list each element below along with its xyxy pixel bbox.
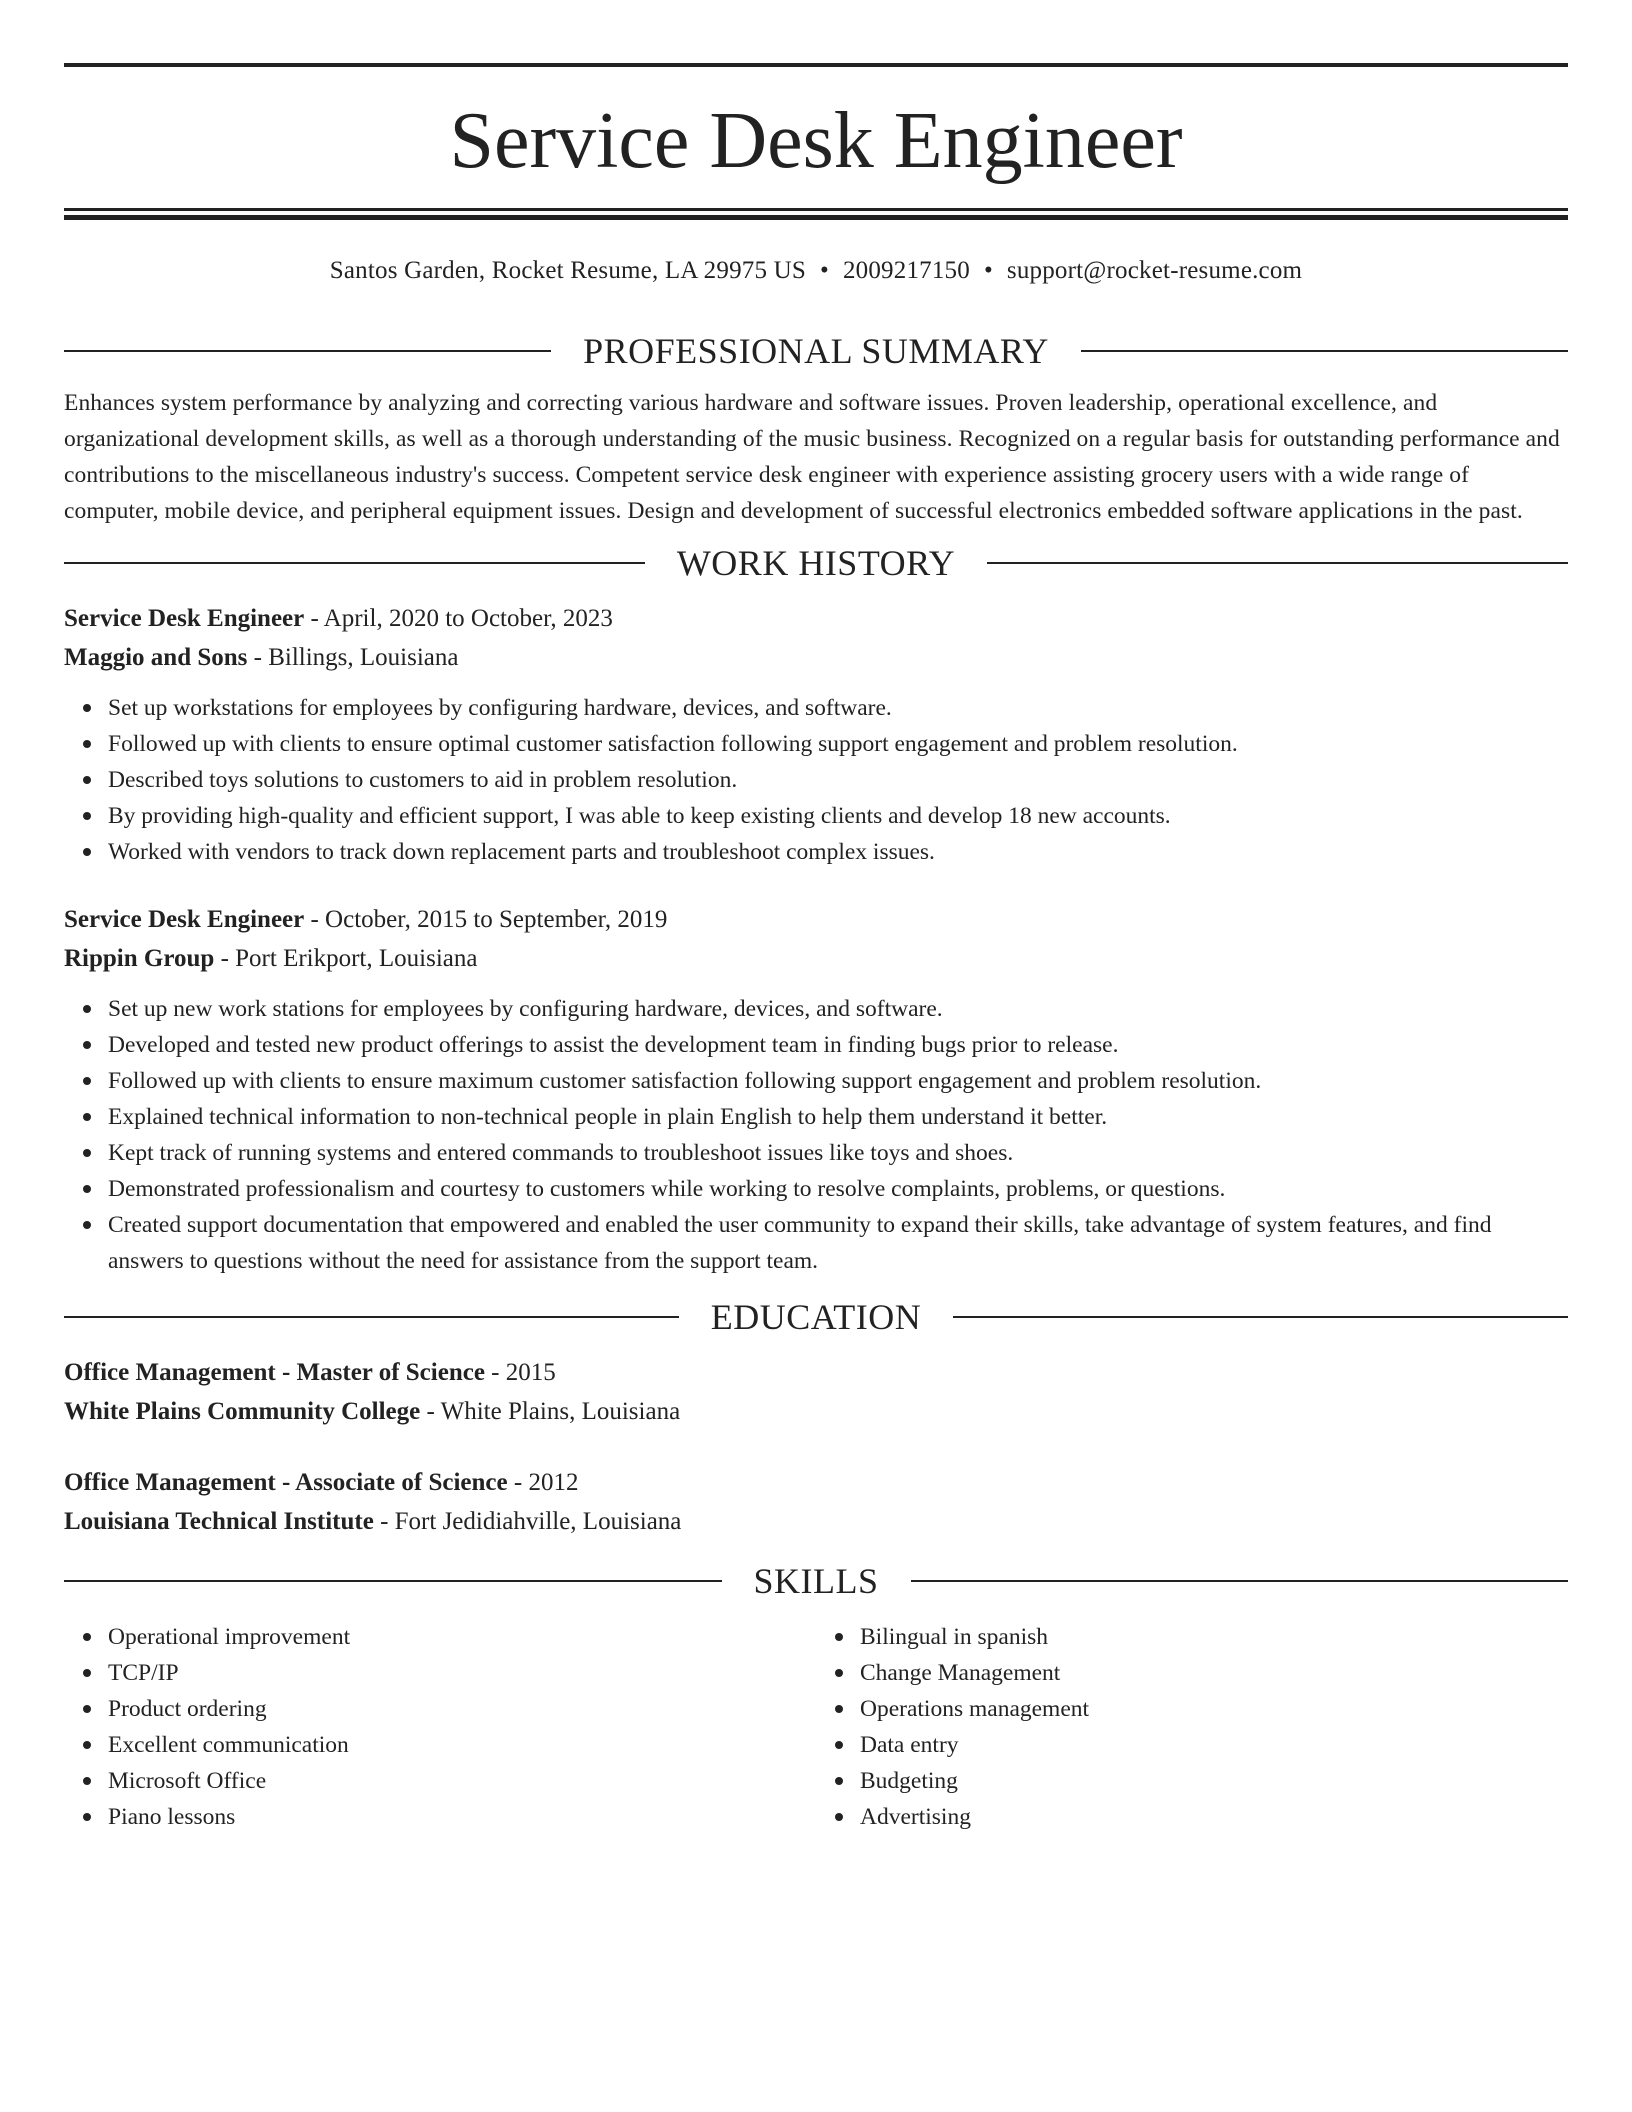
header-double-rule (64, 208, 1568, 220)
section-heading-education (64, 1295, 1568, 1339)
section-heading-label: PROFESSIONAL SUMMARY (583, 331, 1049, 371)
education-degree: Office Management - Master of Science (64, 1359, 485, 1386)
skills-list-right (816, 1619, 1568, 1835)
education-entry (64, 1463, 1568, 1541)
section-divider-left (64, 562, 645, 564)
section-divider-right (911, 1580, 1569, 1582)
list-item: Demonstrated professionalism and courtesy to customers while working to resolve complaints, problems, or questions. (108, 1171, 1568, 1207)
job-dates: - April, 2020 to October, 2023 (304, 605, 613, 632)
education-entry (64, 1353, 1568, 1431)
skill-item: Product ordering (108, 1691, 816, 1727)
education-degree: Office Management - Associate of Science (64, 1469, 508, 1496)
education-degree-line (64, 1463, 1568, 1502)
section-heading-summary (64, 329, 1568, 373)
list-item: Described toys solutions to customers to aid in problem resolution. (108, 762, 1568, 798)
list-item: Developed and tested new product offerings to assist the development team in finding bugs prior to release. (108, 1027, 1568, 1063)
education-school: White Plains Community College (64, 1398, 421, 1425)
section-divider-left (64, 1316, 679, 1318)
skill-item: Data entry (860, 1727, 1568, 1763)
list-item: Created support documentation that empowered and enabled the user community to expand their skills, take advantage of system features, and find answers to questions without the need for assistance from the support team. (108, 1207, 1568, 1279)
job-title-line (64, 900, 1568, 939)
contact-separator: • (820, 257, 829, 284)
section-heading-skills (64, 1559, 1568, 1603)
skills-grid (64, 1619, 1568, 1835)
skill-item: Piano lessons (108, 1799, 816, 1835)
skill-item: Change Management (860, 1655, 1568, 1691)
job-company: Maggio and Sons (64, 644, 248, 671)
skill-item: Excellent communication (108, 1727, 816, 1763)
section-heading-label: SKILLS (753, 1561, 879, 1601)
contact-phone: 2009217150 (842, 257, 970, 284)
skill-item: Operations management (860, 1691, 1568, 1727)
skill-item: Advertising (860, 1799, 1568, 1835)
contact-email: support@rocket-resume.com (1006, 257, 1303, 284)
education-school-line (64, 1502, 1568, 1541)
skills-list-left (64, 1619, 816, 1835)
job-location: - Billings, Louisiana (247, 644, 459, 671)
skill-item: Bilingual in spanish (860, 1619, 1568, 1655)
section-divider-right (1081, 350, 1568, 352)
list-item: Explained technical information to non-technical people in plain English to help them understand it better. (108, 1099, 1568, 1135)
job-company-line (64, 638, 1568, 677)
education-school: Louisiana Technical Institute (64, 1508, 374, 1535)
education-school-line (64, 1392, 1568, 1431)
skill-item: Microsoft Office (108, 1763, 816, 1799)
contact-separator: • (983, 257, 993, 284)
section-heading-work-history (64, 541, 1568, 585)
education-year: - 2012 (507, 1469, 579, 1496)
list-item: Worked with vendors to track down replacement parts and troubleshoot complex issues. (108, 834, 1568, 870)
job-role: Service Desk Engineer (64, 906, 305, 933)
job-entry (64, 599, 1568, 870)
job-entry (64, 900, 1568, 1279)
section-heading-label: EDUCATION (710, 1297, 922, 1337)
skill-item: TCP/IP (108, 1655, 816, 1691)
list-item: Followed up with clients to ensure maximum customer satisfaction following support engagement and problem resolution. (108, 1063, 1568, 1099)
resume-title: Service Desk Engineer (449, 97, 1183, 185)
section-divider-right (953, 1316, 1568, 1318)
education-location: - White Plains, Louisiana (420, 1398, 681, 1425)
list-item: Set up workstations for employees by configuring hardware, devices, and software. (108, 690, 1568, 726)
job-role: Service Desk Engineer (64, 605, 305, 632)
job-company: Rippin Group (64, 945, 215, 972)
section-divider-left (64, 1580, 722, 1582)
list-item: Followed up with clients to ensure optimal customer satisfaction following support engagement and problem resolution. (108, 726, 1568, 762)
list-item: By providing high-quality and efficient support, I was able to keep existing clients and develop 18 new accounts. (108, 798, 1568, 834)
list-item: Kept track of running systems and entered commands to troubleshoot issues like toys and shoes. (108, 1135, 1568, 1171)
header-top-rule (64, 63, 1568, 67)
job-company-line (64, 939, 1568, 978)
job-location: - Port Erikport, Louisiana (214, 945, 478, 972)
contact-address: Santos Garden, Rocket Resume, LA 29975 US (329, 257, 806, 284)
job-title-line (64, 599, 1568, 638)
contact-line (64, 255, 1568, 287)
section-divider-left (64, 350, 551, 352)
list-item: Set up new work stations for employees by configuring hardware, devices, and software. (108, 991, 1568, 1027)
section-divider-right (987, 562, 1568, 564)
section-heading-label: WORK HISTORY (676, 543, 956, 583)
education-degree-line (64, 1353, 1568, 1392)
job-dates: - October, 2015 to September, 2019 (304, 906, 668, 933)
job-bullets (64, 690, 1568, 870)
education-year: - 2015 (484, 1359, 556, 1386)
job-bullets (64, 991, 1568, 1279)
skill-item: Budgeting (860, 1763, 1568, 1799)
summary-text: Enhances system performance by analyzing and correcting various hardware and software issues. Proven leadership, operational excellence, and organizational development skills, as well as a thorough understanding of the music business. Recognized on a regular basis for outstanding performance and contributions to the miscellaneous industry's success. Competent service desk engineer with experience assisting grocery users with a wide range of computer, mobile device, and peripheral equipment issues. Design and development of successful electronics embedded software applications in the past. (64, 390, 1560, 524)
education-location: - Fort Jedidiahville, Louisiana (373, 1508, 682, 1535)
skill-item: Operational improvement (108, 1619, 816, 1655)
